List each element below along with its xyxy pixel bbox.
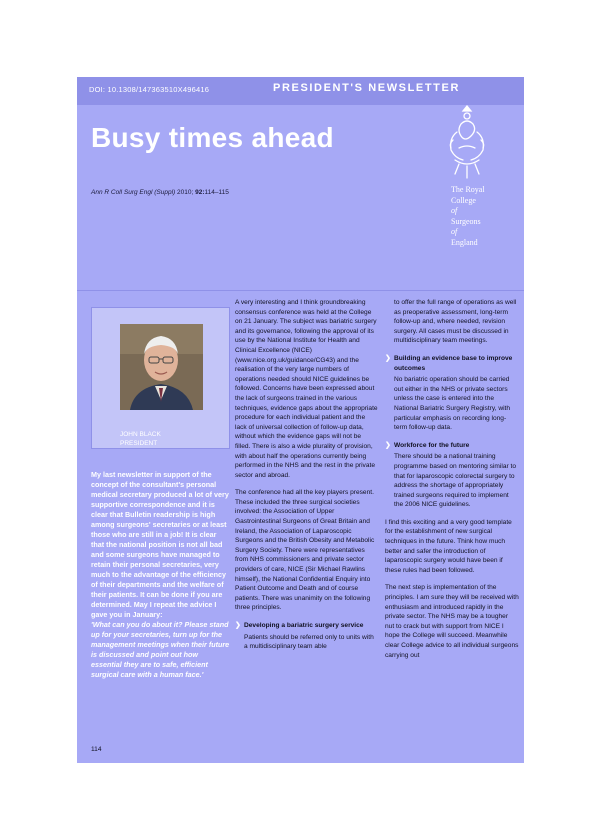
bullet-body: No bariatric operation should be carried out either in the NHS or private sectors unless the case is entered into the National Bariatric Surgery Registry, with particular emphasis on recording long-term follow-up data.: [394, 376, 511, 432]
royal-college-crest-icon: [443, 102, 491, 182]
paragraph: The conference had all the key players present. These included the three surgical societies involved: the Association of Upper Gastrointestinal Surgeons of Great Britain and Ireland, the Association of Laparoscopic Surgeons and the British Obesity and Metabolic Surgery Society. There were representatives from NHS commissioners and private sector providers of care, NICE (Sir Michael Rawlins himself), the National Confidential Enquiry into Patient Outcome and Death and of course patients. There was unanimity on the following three principles.: [235, 489, 375, 612]
bullet-body: There should be a national training programme based on mentoring similar to that for laparoscopic colorectal surgery to address the shortage of appropriately trained surgeons required to implement the 2006 NICE guidelines.: [394, 453, 517, 509]
citation-journal: Ann R Coll Surg Engl (Suppl): [91, 189, 176, 196]
sidebar-paragraph: My last newsletter in support of the concept of the consultant's personal medical secretary produced a lot of very supportive correspondence and it is clear that Bulletin readership is high among surgeons' secretaries or at least those who are still in a job! It is clear that the national position is not all bad and some surgeons have managed to retain their personal secretaries, very much to the advantage of the efficiency of their departments and the welfare of their patients. It can be done if you are determined. May I repeat the advice I gave you in January:: [91, 470, 229, 619]
header-divider: [77, 290, 524, 291]
college-line: England: [451, 237, 478, 247]
paragraph: The next step is implementation of the principles. I am sure they will be received with enthusiasm and introduced rapidly in the private sector. The NHS may be a tougher nut to crack but with support from NICE I hope the College will succeed. Meanwhile clear College advice to all individual surgeons carrying out: [385, 584, 519, 659]
portrait-photo: [120, 324, 203, 410]
bullet-heading: [385, 354, 519, 373]
paragraph: A very interesting and I think groundbreaking consensus conference was held at the College on 21 January. The subject was bariatric surgery and its governance, following the approval of its use by the National Institute for Health and Clinical Excellence (NICE) (www.nice.org.uk/guidance/CG43) and the realisation of the very large numbers of operations needed should NICE guidelines be followed. Concerns have been expressed about the lack of surgeons trained in the various techniques, evidence gaps about the appropriate procedure for each individual patient and the lack of universal collection of follow-up data, without which the evidence gaps will not be filled. There is also a wide plurality of provision, with about half the operations currently being performed in the NHS and the rest in the private sector and abroad.: [235, 299, 378, 479]
citation-volume: 92:: [195, 189, 205, 196]
sidebar-quote: 'What can you do about it? Please stand up for your secretaries, turn up for the management meetings when their future is discussed and point out how essential they are to safe, efficient surgical care with a human face.': [91, 620, 230, 679]
journal-page: [77, 77, 524, 763]
body-column-3: [385, 298, 519, 668]
bullet-heading: [385, 441, 519, 451]
college-name: [451, 185, 485, 248]
bullet-heading-text: Workforce for the future: [394, 441, 470, 449]
person-name: JOHN BLACK: [120, 431, 161, 438]
doi-label: DOI: 10.1308/147363510X496416: [89, 85, 210, 94]
college-line: of: [451, 227, 458, 236]
chevron-right-icon: ❯: [385, 354, 391, 362]
body-column-2: [235, 298, 378, 660]
college-line: of: [451, 206, 458, 215]
citation: [91, 189, 229, 196]
portrait-illustration: [120, 324, 203, 410]
citation-pages: 114–115: [204, 189, 229, 196]
chevron-right-icon: ❯: [235, 622, 241, 629]
header-bar: [77, 77, 524, 105]
bullet-heading-text: Developing a bariatric surgery service: [244, 622, 364, 629]
college-line: College: [451, 195, 476, 205]
section-title: PRESIDENT'S NEWSLETTER: [273, 82, 460, 94]
bullet-body: Patients should be referred only to units with a multidisciplinary team able: [244, 633, 374, 651]
page-number: 114: [91, 746, 102, 753]
person-role: PRESIDENT: [120, 440, 158, 447]
citation-year: 2010;: [177, 189, 194, 196]
sidebar-text: [91, 470, 230, 680]
bullet-body: to offer the full range of operations as well as preoperative assessment, long-term follow-up and, where needed, revision surgery. All cases must be discussed in multidisciplinary team meetings.: [394, 299, 517, 345]
portrait-caption: [120, 430, 161, 448]
bullet-heading-text: Building an evidence base to improve outcomes: [394, 354, 513, 372]
college-line: Surgeons: [451, 216, 481, 226]
college-line: The Royal: [451, 185, 485, 194]
portrait-frame: [91, 307, 230, 449]
chevron-right-icon: ❯: [385, 441, 391, 449]
paragraph: I find this exciting and a very good template for the establishment of new surgical techniques in the future. Think how much better and safer the introduction of laparoscopic surgery would have been if these rules had been followed.: [385, 518, 512, 574]
article-title: Busy times ahead: [91, 122, 334, 153]
bullet-heading: [235, 621, 378, 631]
